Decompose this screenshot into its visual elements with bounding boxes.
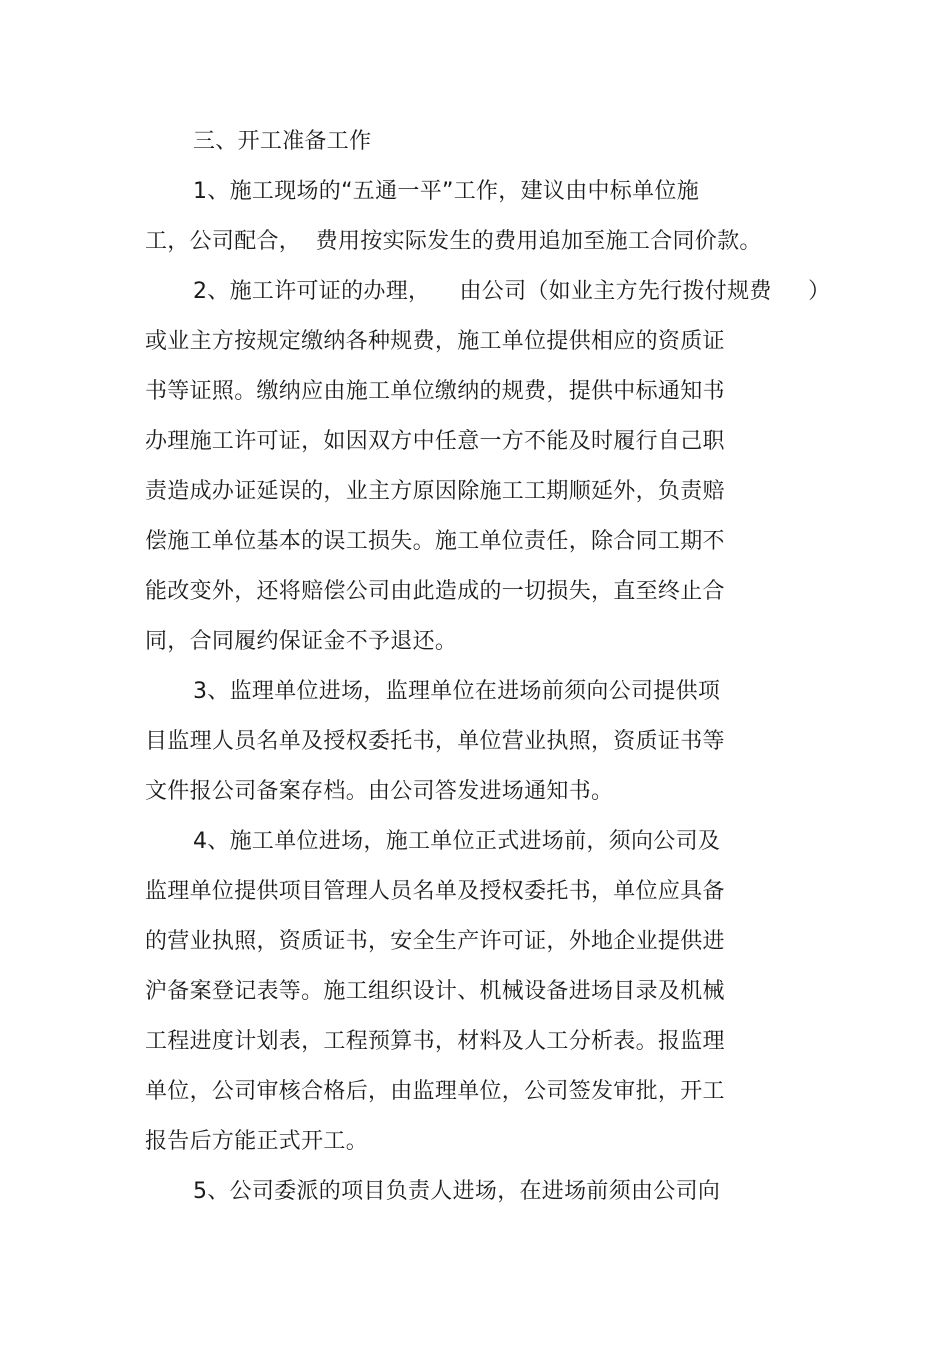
paragraph-4-line-4: 沪备案登记表等。施工组织设计、机械设备进场目录及机械 [145, 979, 725, 1004]
paragraph-2-line-8: 同，合同履约保证金不予退还。 [145, 629, 458, 654]
paragraph-3-line-2: 目监理人员名单及授权委托书，单位营业执照，资质证书等 [145, 729, 725, 754]
paragraph-3-line-1: 3、监理单位进场，监理单位在进场前须向公司提供项 [193, 679, 721, 704]
section-heading: 三、开工准备工作 [193, 129, 372, 154]
paragraph-2-line-6: 偿施工单位基本的误工损失。施工单位责任，除合同工期不 [145, 529, 725, 554]
paragraph-4-line-3: 的营业执照，资质证书，安全生产许可证，外地企业提供进 [145, 929, 725, 954]
paragraph-3-line-3: 文件报公司备案存档。由公司答发进场通知书。 [145, 779, 614, 804]
paragraph-5-line-1: 5、公司委派的项目负责人进场，在进场前须由公司向 [193, 1179, 721, 1204]
paragraph-4-line-1: 4、施工单位进场，施工单位正式进场前，须向公司及 [193, 829, 721, 854]
paragraph-2-line-7: 能改变外，还将赔偿公司由此造成的一切损失，直至终止合 [145, 579, 725, 604]
paragraph-2-line-4: 办理施工许可证，如因双方中任意一方不能及时履行自己职 [145, 429, 725, 454]
paragraph-4-line-7: 报告后方能正式开工。 [145, 1129, 369, 1154]
paragraph-2-line-3: 书等证照。缴纳应由施工单位缴纳的规费，提供中标通知书 [145, 379, 725, 404]
paragraph-4-line-2: 监理单位提供项目管理人员名单及授权委托书，单位应具备 [145, 879, 725, 904]
paragraph-2-line-1: 2、施工许可证的办理， 由公司（如业主方先行拨付规费 ） [193, 279, 831, 304]
paragraph-2-line-2: 或业主方按规定缴纳各种规费，施工单位提供相应的资质证 [145, 329, 725, 354]
paragraph-4-line-6: 单位，公司审核合格后，由监理单位，公司签发审批，开工 [145, 1079, 725, 1104]
paragraph-1-line-1: 1、施工现场的“五通一平”工作，建议由中标单位施 [193, 179, 699, 204]
paragraph-2-line-5: 责造成办证延误的，业主方原因除施工工期顺延外，负责赔 [145, 479, 725, 504]
paragraph-4-line-5: 工程进度计划表，工程预算书，材料及人工分析表。报监理 [145, 1029, 725, 1054]
paragraph-1-line-2: 工，公司配合， 费用按实际发生的费用追加至施工合同价款。 [145, 229, 762, 254]
